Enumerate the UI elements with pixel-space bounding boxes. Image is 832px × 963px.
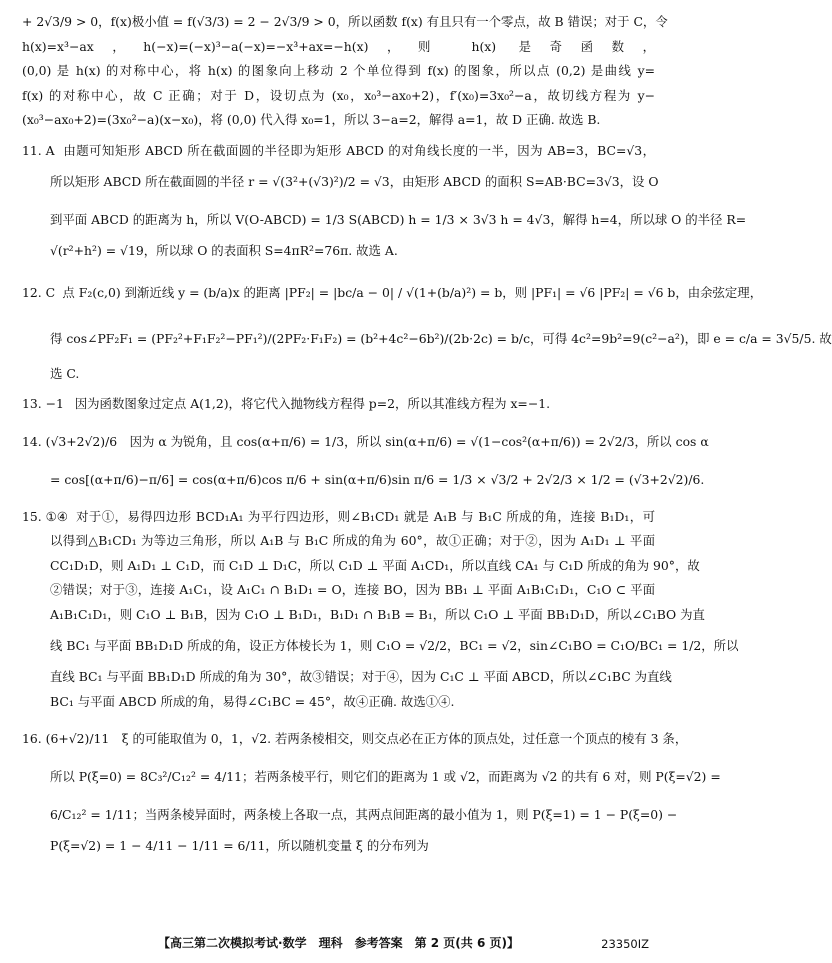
text-line: P(ξ=√2) = 1 − 4/11 − 1/11 = 6/11，所以随机变量 ξ 的分布列为 bbox=[50, 838, 429, 853]
answer-q11 bbox=[22, 139, 747, 264]
text-line: 对于①，易得四边形 BCD₁A₁ 为平行四边形，则∠B₁CD₁ 就是 A₁B 与 B₁C 所成的角，连接 B₁D₁，可 bbox=[76, 508, 656, 524]
text-line: 因为函数图象过定点 A(1,2)，将它代入抛物线方程得 p=2，所以其准线方程为 x=−1. bbox=[74, 396, 551, 411]
text-line: 以得到△B₁CD₁ 为等边三角形，所以 A₁B 与 B₁C 所成的角为 60°，故①正确；对于②，因为 A₁D₁ ⊥ 平面 bbox=[50, 533, 655, 548]
text-line: 直线 BC₁ 与平面 BB₁D₁D 所成的角为 30°，故③错误；对于④，因为 C₁C ⊥ 平面 ABCD，所以∠C₁BC 为直线 bbox=[50, 669, 672, 684]
question-number: 12. C bbox=[22, 284, 56, 300]
document-code: 23350IZ bbox=[601, 937, 649, 951]
answer-q16 bbox=[22, 720, 721, 859]
text-line: 得 cos∠PF₂F₁ = (PF₂²+F₁F₂²−PF₁²)/(2PF₂·F₁F₂) = (b²+4c²−6b²)/(2b·2c) = b/c，可得 4c²=9b²=9(c²−a²)，即 e = c/a = 3√5/5. 故 bbox=[50, 330, 832, 346]
section-q10-continued bbox=[22, 10, 668, 133]
page-footer: 【高三第二次模拟考试·数学 理科 参考答案 第 2 页(共 6 页)】 bbox=[158, 936, 519, 950]
answer-q13 bbox=[22, 392, 655, 417]
text-line: A₁B₁C₁D₁，则 C₁O ⊥ B₁B，因为 C₁O ⊥ B₁D₁，B₁D₁ ∩ B₁B = B₁，所以 C₁O ⊥ 平面 BB₁D₁D，所以∠C₁BO 为直 bbox=[50, 606, 705, 622]
text-line: + 2√3/9 > 0，f(x)极小值 = f(√3/3) = 2 − 2√3/9 > 0，所以函数 f(x) 有且只有一个零点，故 B 错误；对于 C，令 bbox=[22, 14, 668, 29]
answer-q14 bbox=[22, 423, 709, 499]
text-line: h(x)=x³−ax，h(−x)=(−x)³−a(−x)=−x³+ax=−h(x)，则 h(x) 是奇函数， bbox=[22, 38, 655, 54]
text-line: BC₁ 与平面 ABCD 所成的角，易得∠C₁BC = 45°，故④正确. 故选①④. bbox=[50, 693, 455, 709]
text-line: 所以矩形 ABCD 所在截面圆的半径 r = √(3²+(√3)²)/2 = √3，由矩形 ABCD 的面积 S=AB·BC=3√3，设 O bbox=[50, 174, 659, 189]
text-line: 选 C. bbox=[50, 365, 80, 381]
text-line: 6/C₁₂² = 1/11；当两条棱异面时，两条棱上各取一点，其两点间距离的最小值为 1，则 P(ξ=1) = 1 − P(ξ=0) − bbox=[50, 807, 678, 822]
question-number: 16. (6+√2)/11 bbox=[22, 731, 110, 746]
text-line: ξ 的可能取值为 0，1，√2. 若两条棱相交，则交点必在正方体的顶点处，过任意一个顶点的棱有 3 条， bbox=[121, 731, 688, 746]
text-line: ②错误；对于③，连接 A₁C₁，设 A₁C₁ ∩ B₁D₁ = O，连接 BO，因为 BB₁ ⊥ 平面 A₁B₁C₁D₁，C₁O ⊂ 平面 bbox=[50, 582, 655, 597]
text-line: 线 BC₁ 与平面 BB₁D₁D 所成的角，设正方体棱长为 1，则 C₁O = √2/2，BC₁ = √2，sin∠C₁BO = C₁O/BC₁ = 1/2，所以 bbox=[50, 638, 739, 653]
question-number: 11. A bbox=[22, 142, 55, 158]
question-number: 13. −1 bbox=[22, 396, 64, 411]
answer-q12 bbox=[22, 270, 832, 387]
text-line: √(r²+h²) = √19，所以球 O 的表面积 S=4πR²=76π. 故选 A. bbox=[50, 243, 398, 258]
text-line: CC₁D₁D，则 A₁D₁ ⊥ C₁D，而 C₁D ⊥ D₁C，所以 C₁D ⊥ 平面 A₁CD₁，所以直线 CA₁ 与 C₁D 所成的角为 90°，故 bbox=[50, 557, 700, 573]
text-line: f(x) 的对称中心，故 C 正确；对于 D，设切点为 (x₀，x₀³−ax₀+2)，f′(x₀)=3x₀²−a，故切线方程为 y− bbox=[22, 87, 655, 103]
text-line: 所以 P(ξ=0) = 8C₃²/C₁₂² = 4/11；若两条棱平行，则它们的距离为 1 或 √2，而距离为 √2 的共有 6 对，则 P(ξ=√2) = bbox=[50, 769, 721, 784]
text-line: 由题可知矩形 ABCD 所在截面圆的半径即为矩形 ABCD 的对角线长度的一半，因为 AB=3，BC=√3， bbox=[63, 142, 656, 158]
question-number: 15. ①④ bbox=[22, 508, 68, 524]
text-line: (x₀³−ax₀+2)=(3x₀²−a)(x−x₀)，将 (0,0) 代入得 x₀=1，所以 3−a=2，解得 a=1，故 D 正确. 故选 B. bbox=[22, 112, 601, 127]
text-line: = cos[(α+π/6)−π/6] = cos(α+π/6)cos π/6 + sin(α+π/6)sin π/6 = 1/3 × √3/2 + 2√2/3 × 1/2 = (√3+2√2)/6. bbox=[50, 471, 705, 487]
answer-q15 bbox=[22, 505, 739, 715]
text-line: 因为 α 为锐角，且 cos(α+π/6) = 1/3，所以 sin(α+π/6) = √(1−cos²(α+π/6)) = 2√2/3，所以 cos α bbox=[129, 433, 709, 449]
text-line: 到平面 ABCD 的距离为 h，所以 V(O-ABCD) = 1/3 S(ABCD) h = 1/3 × 3√3 h = 4√3，解得 h=4，所以球 O 的半径 R= bbox=[50, 212, 747, 227]
question-number: 14. (√3+2√2)/6 bbox=[22, 433, 118, 449]
text-line: 点 F₂(c,0) 到渐近线 y = (b/a)x 的距离 |PF₂| = |bc/a − 0| / √(1+(b/a)²) = b，则 |PF₁| = √6 |PF₂| = √6 b，由余弦定理， bbox=[62, 284, 763, 300]
text-line: (0,0) 是 h(x) 的对称中心，将 h(x) 的图象向上移动 2 个单位得到 f(x) 的图象，所以点 (0,2) 是曲线 y= bbox=[22, 63, 655, 78]
